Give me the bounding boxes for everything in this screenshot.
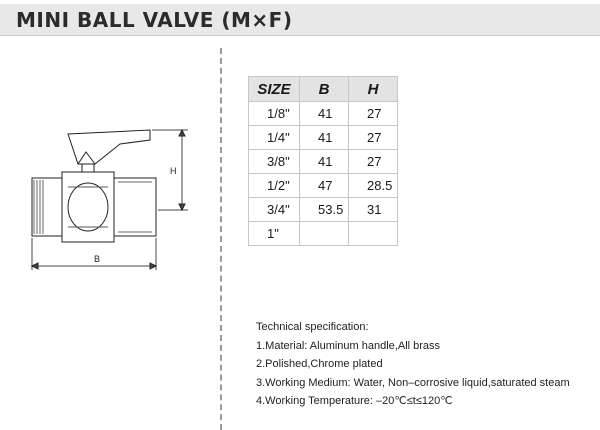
size-table — [248, 76, 398, 246]
header-size: SIZE — [249, 77, 300, 102]
table-row — [249, 126, 398, 150]
technical-spec — [256, 318, 570, 411]
cell-b: 41 — [300, 102, 349, 126]
cell-size: 3/4" — [249, 198, 300, 222]
cell-b — [300, 222, 349, 246]
cell-h: 27 — [349, 102, 398, 126]
table-row — [249, 150, 398, 174]
table-row — [249, 102, 398, 126]
title-bar — [0, 4, 600, 36]
spec-item: 1.Material: Aluminum handle,All brass — [256, 339, 441, 352]
dim-b-label: B — [94, 254, 101, 264]
table-header-row — [249, 77, 398, 102]
cell-size: 1/8" — [249, 102, 300, 126]
cell-h: 31 — [349, 198, 398, 222]
cell-b: 41 — [300, 126, 349, 150]
cell-size: 3/8" — [249, 150, 300, 174]
table-row — [249, 174, 398, 198]
spec-item: 4.Working Temperature: –20℃≤t≤120℃ — [256, 395, 453, 407]
header-h: H — [349, 77, 398, 102]
cell-b: 41 — [300, 150, 349, 174]
header-b: B — [300, 77, 349, 102]
divider-line — [220, 48, 222, 430]
spec-item: 2.Polished,Chrome plated — [256, 358, 383, 370]
cell-b: 53.5 — [300, 198, 349, 222]
dim-h-label: H — [170, 166, 177, 176]
spec-item: 3.Working Medium: Water, Non–corrosive liquid,saturated steam — [256, 376, 570, 389]
valve-drawing — [20, 120, 200, 280]
table-row — [249, 222, 398, 246]
cell-h: 27 — [349, 150, 398, 174]
cell-h — [349, 222, 398, 246]
cell-b: 47 — [300, 174, 349, 198]
table-row — [249, 198, 398, 222]
cell-size: 1/4" — [249, 126, 300, 150]
spec-heading: Technical specification: — [256, 321, 369, 333]
page-title: MINI BALL VALVE (M×F) — [16, 8, 293, 32]
cell-h: 28.5 — [349, 174, 398, 198]
cell-h: 27 — [349, 126, 398, 150]
cell-size: 1" — [249, 222, 300, 246]
cell-size: 1/2" — [249, 174, 300, 198]
